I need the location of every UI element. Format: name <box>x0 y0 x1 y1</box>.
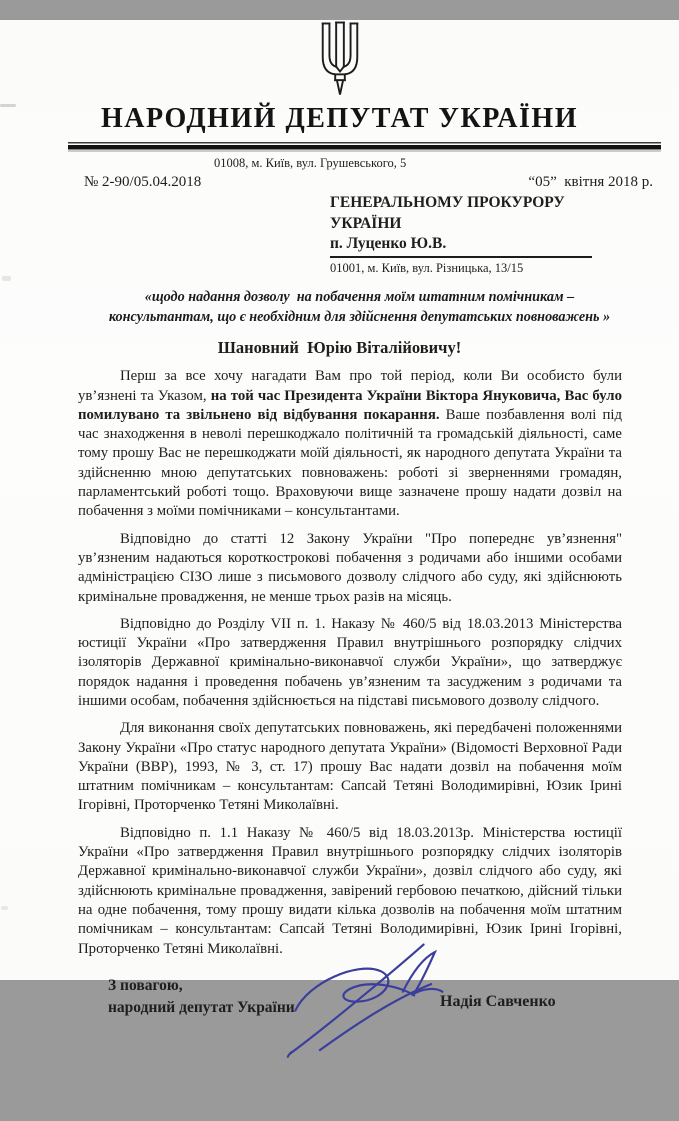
ukraine-trident-icon <box>316 20 364 98</box>
letterhead <box>0 20 679 276</box>
addressee-line: УКРАЇНИ <box>330 214 402 232</box>
paragraph-3: Відповідно до Розділу VII п. 1. Наказу № 460/5 від 18.03.2013 Міністерства юстиції України «Про затвердження Правил внутрішнього розпорядку слідчих ізоляторів Державної кримінально-виконавчої служби України», що затверджує порядок надання і проведення побачень ув’язненим та засудженим з родичами та іншими особам, побачення здійснюється на підставі письмового дозволу слідчого. <box>78 615 622 709</box>
letterhead-title: НАРОДНИЙ ДЕПУТАТ УКРАЇНИ <box>101 103 578 134</box>
letter-page <box>0 20 679 1016</box>
closing-regards: З повагою, <box>108 976 183 994</box>
paragraph-text: Ваше позбавлення волі під час знаходження в неволі перешкоджало політичній та громадській діяльності, саме тому прошу Вас не перешкоджати моїй діяльності, як народного депутата України та здійсненню мною депутатських повноважень: роботі зі зверненнями громадян, парламентський роботі тощо. Враховуючи вище зазначене прошу надати дозвіл на побачення з моїми помічниками – консультантами. <box>78 406 623 520</box>
salutation: Шановний Юрію Віталійовичу! <box>217 338 462 358</box>
letter-date: “05” квітня 2018 р. <box>528 174 653 191</box>
letterhead-address: 01008, м. Київ, вул. Грушевського, 5 <box>214 156 407 171</box>
addressee-line: ГЕНЕРАЛЬНОМУ ПРОКУРОРУ <box>330 194 565 212</box>
reference-row <box>84 174 653 191</box>
subject-line: «щодо надання дозволу на побачення моїм штатним помічникам – консультантам, що є необхідним для здійснення депутатських повноважень » <box>108 289 611 325</box>
addressee-address: 01001, м. Київ, вул. Різницька, 13/15 <box>330 260 524 275</box>
addressee-name <box>330 193 592 257</box>
addressee-line: п. Луценко Ю.В. <box>330 234 447 252</box>
letter-body <box>78 367 622 959</box>
paragraph-5: Відповідно п. 1.1 Наказу № 460/5 від 18.03.2013р. Міністерства юстиції України «Про затвердження Правил внутрішнього розпорядку слідчих ізоляторів Державної кримінально-виконавчої служби України», дозвіл слідчого або суду, які здійснюють кримінальне провадження, завірений гербовою печаткою, дійсний тільки на одне побачення, тому прошу видати кілька дозволів на побачення моїм штатним помічникам – консультантам: Сапсай Тетяні Володимирівні, Юзик Ірині Ігорівні, Проторченко Тетяні Миколаївні. <box>78 824 622 957</box>
paragraph-2: Відповідно до статті 12 Закону України "Про попереднє ув’язнення" ув’язненим надаються короткострокові побачення з родичами або іншими особами адміністрацією СІЗО лише з письмового дозволу слідчого або суду, які здійснюють кримінальне провадження, не менше трьох разів на місяць. <box>78 530 622 605</box>
scan-artifact <box>2 276 11 281</box>
signatory-name: Надія Савченко <box>440 992 556 1010</box>
paragraph-bold-text: на той час Президента України Віктора Януковича, Вас було помилувано та звільнено від відбування покарання. <box>78 387 622 423</box>
closing-block <box>0 971 679 1121</box>
reference-number: № 2-90/05.04.2018 <box>84 174 202 191</box>
paragraph-4: Для виконання своїх депутатських повноважень, які передбачені положеннями Закону України «Про статус народного депутата України» (Відомості Верховної Ради України (ВВР), 1993, № 3, ст. 17) прошу Вас надати дозвіл на побачення моїм штатним помічникам – консультантам: Сапсай Тетяні Володимирівні, Юзик Ірині Ігорівні, Проторченко Тетяні Миколаївні. <box>78 720 622 814</box>
closing-position: народний депутат України <box>108 998 295 1016</box>
addressee-block <box>330 193 630 276</box>
handwritten-signature-icon <box>281 937 453 1069</box>
letterhead-divider <box>68 142 661 152</box>
scan-artifact <box>1 906 8 910</box>
paragraph-1 <box>78 367 622 521</box>
paragraph-text: Перш за все хочу нагадати Вам про той період, коли Ви особисто були ув’язнені та Указом, <box>78 368 622 404</box>
